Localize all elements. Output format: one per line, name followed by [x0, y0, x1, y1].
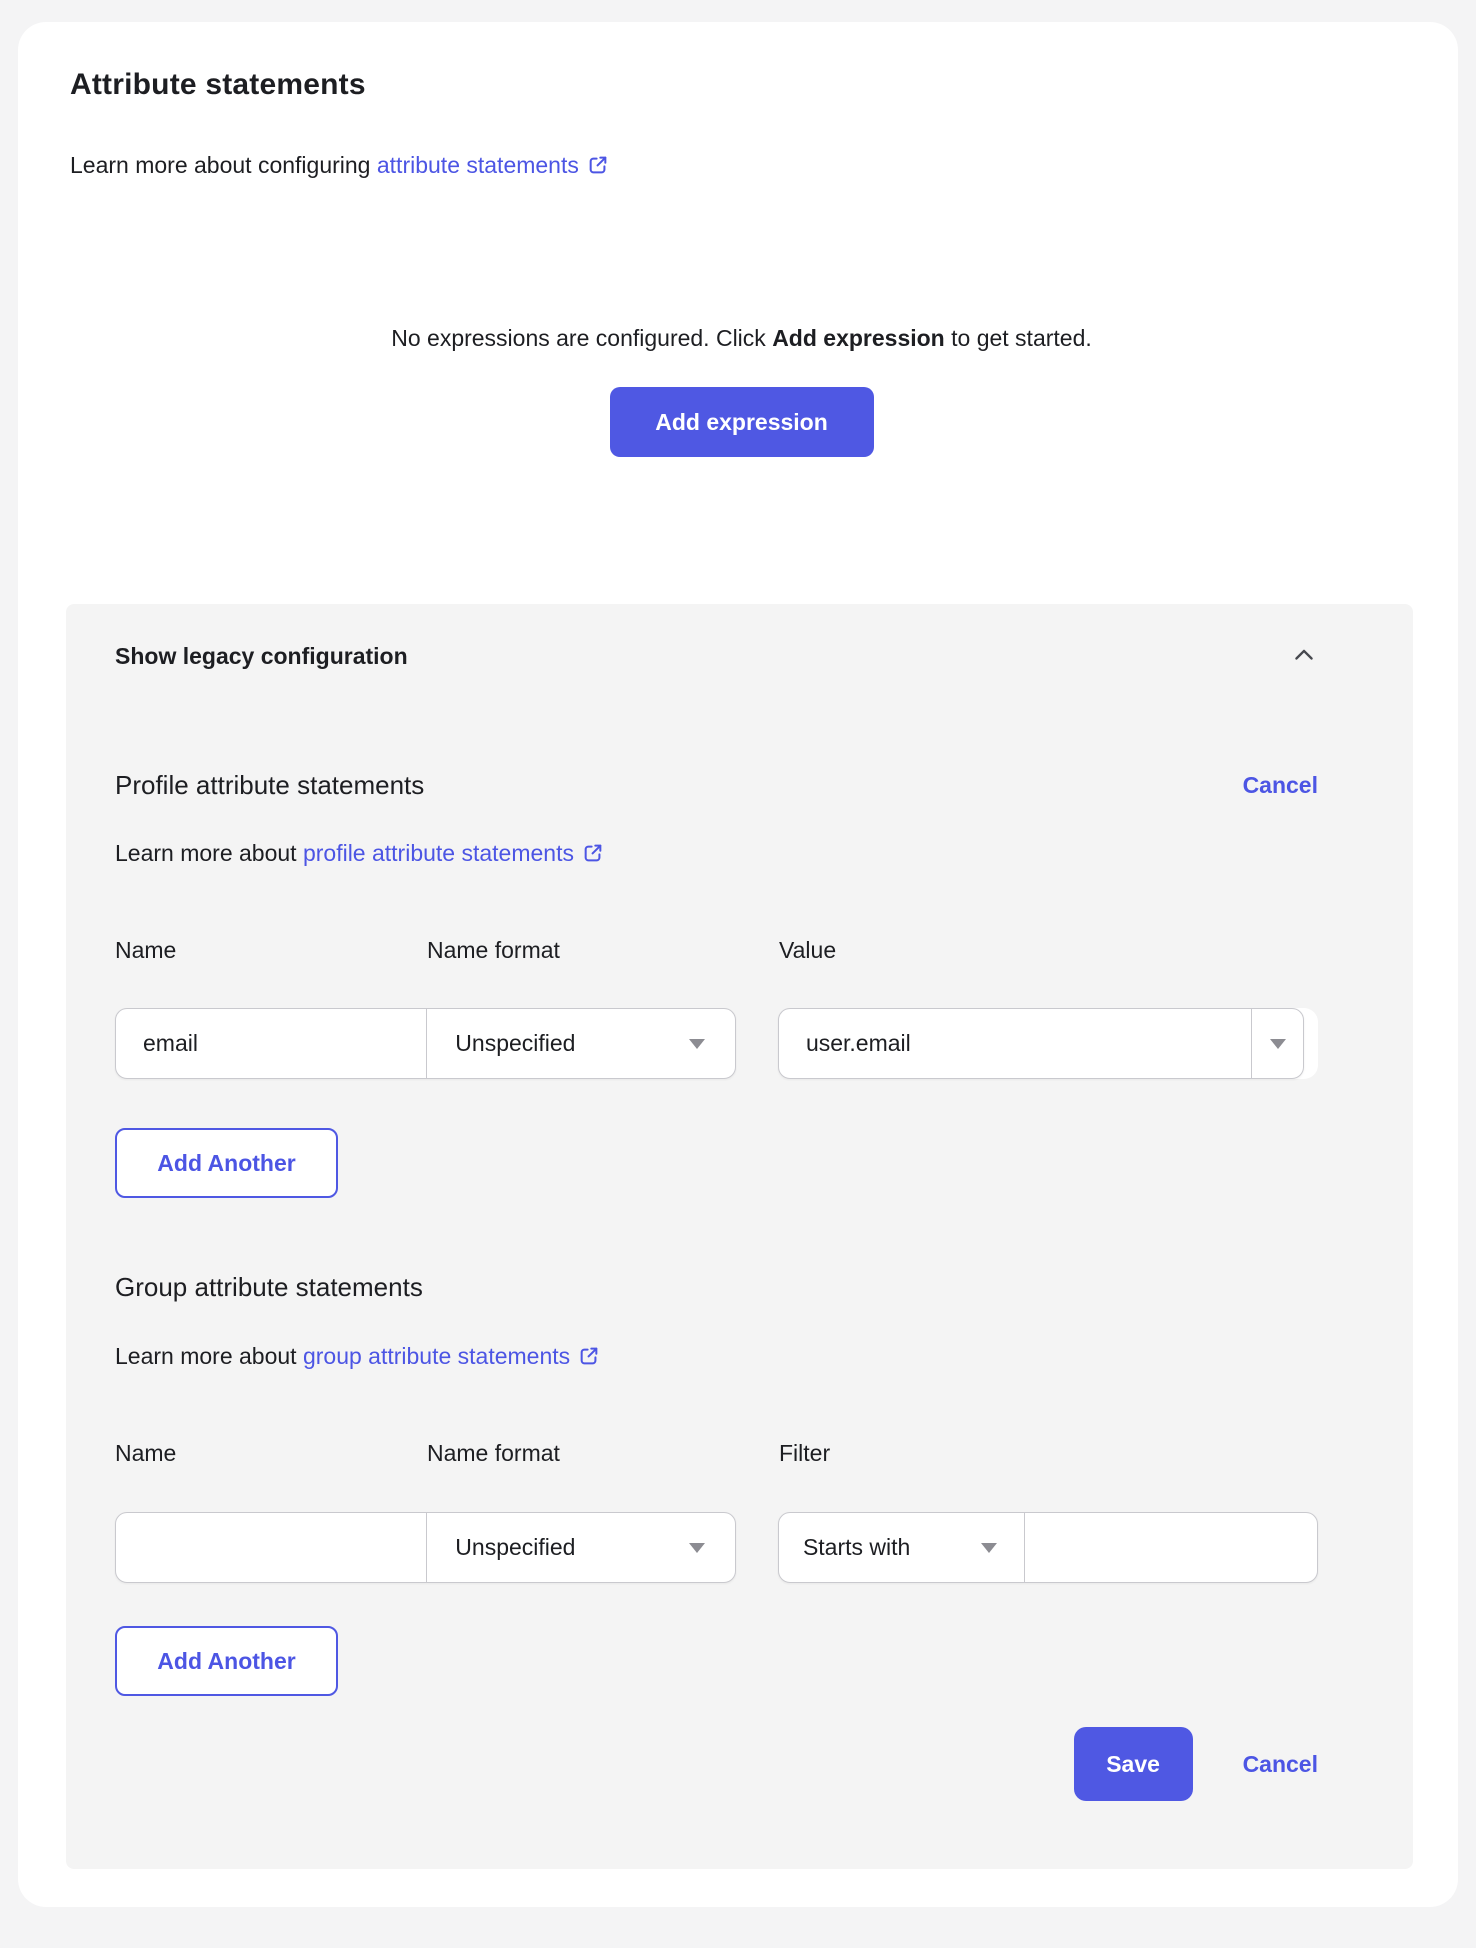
group-learn-prefix: Learn more about [115, 1343, 303, 1369]
group-name-format-label: Name format [427, 1440, 560, 1466]
profile-name-format-value: Unspecified [455, 1030, 576, 1056]
legacy-configuration-panel [66, 604, 1413, 1869]
group-attribute-statements-link[interactable]: group attribute statements [302, 1343, 571, 1369]
intro-prefix: Learn more about configuring [70, 152, 377, 178]
legacy-configuration-header[interactable] [115, 642, 1318, 670]
external-link-icon [578, 1344, 600, 1374]
group-column-labels [115, 1439, 1318, 1467]
profile-value-field-wrap [779, 1009, 1251, 1078]
profile-statement-row [115, 1008, 1318, 1079]
group-statement-row [115, 1512, 1318, 1583]
group-name-label: Name [115, 1440, 177, 1466]
group-filter-value-wrap [1024, 1513, 1317, 1582]
profile-section-header [115, 769, 1318, 801]
group-add-another-button[interactable]: Add Another [115, 1626, 338, 1696]
group-filter-group [778, 1512, 1318, 1583]
group-name-format-select[interactable] [426, 1513, 735, 1582]
external-link-icon [587, 153, 609, 183]
group-name-input[interactable] [116, 1513, 426, 1582]
empty-state-message [70, 323, 1413, 353]
group-name-format-group [115, 1512, 736, 1583]
legacy-configuration-title: Show legacy configuration [115, 643, 408, 669]
group-filter-type-value: Starts with [802, 1534, 911, 1560]
caret-down-icon [981, 1543, 997, 1553]
group-filter-type-select[interactable] [779, 1513, 1024, 1582]
profile-value-group [778, 1008, 1304, 1079]
footer-cancel-button[interactable]: Cancel [1242, 1751, 1318, 1777]
caret-down-icon [689, 1039, 705, 1049]
add-expression-button[interactable]: Add expression [610, 387, 874, 457]
legacy-footer [115, 1727, 1318, 1801]
caret-down-icon [689, 1543, 705, 1553]
profile-value-input[interactable] [779, 1009, 1251, 1078]
collapse-toggle-button[interactable] [1290, 641, 1318, 672]
profile-cancel-button[interactable]: Cancel [1243, 769, 1318, 801]
profile-attribute-statements-link[interactable]: profile attribute statements [302, 840, 574, 866]
empty-state-before: No expressions are configured. Click [391, 325, 773, 351]
profile-add-another-button[interactable]: Add Another [115, 1128, 338, 1198]
profile-name-format-label: Name format [427, 937, 560, 963]
caret-down-icon [1270, 1039, 1286, 1049]
attribute-statements-card [18, 22, 1458, 1907]
profile-value-wrap [778, 1008, 1318, 1079]
chevron-up-icon [1290, 641, 1318, 672]
profile-name-label: Name [115, 937, 177, 963]
profile-learn-prefix: Learn more about [115, 840, 303, 866]
empty-state-bold: Add expression [772, 325, 945, 351]
group-name-format-value: Unspecified [455, 1534, 576, 1560]
external-link-icon [582, 841, 604, 871]
group-filter-label: Filter [779, 1440, 831, 1466]
group-section-title: Group attribute statements [115, 1272, 423, 1302]
profile-name-field-wrap [116, 1009, 426, 1078]
profile-section-title: Profile attribute statements [115, 770, 425, 800]
empty-state-after: to get started. [944, 325, 1092, 351]
profile-name-input[interactable] [116, 1009, 426, 1078]
group-name-field-wrap [116, 1513, 426, 1582]
group-filter-value-input[interactable] [1025, 1513, 1317, 1582]
page-title: Attribute statements [70, 68, 366, 101]
intro-text [70, 150, 1413, 183]
profile-column-labels [115, 936, 1318, 964]
profile-name-format-group [115, 1008, 736, 1079]
group-learn-more [115, 1341, 1318, 1374]
profile-value-dropdown-button[interactable] [1251, 1009, 1303, 1078]
save-button[interactable]: Save [1074, 1727, 1193, 1801]
attribute-statements-link[interactable]: attribute statements [376, 152, 579, 178]
profile-value-label: Value [779, 937, 837, 963]
profile-learn-more [115, 838, 1318, 871]
profile-name-format-select[interactable] [426, 1009, 735, 1078]
